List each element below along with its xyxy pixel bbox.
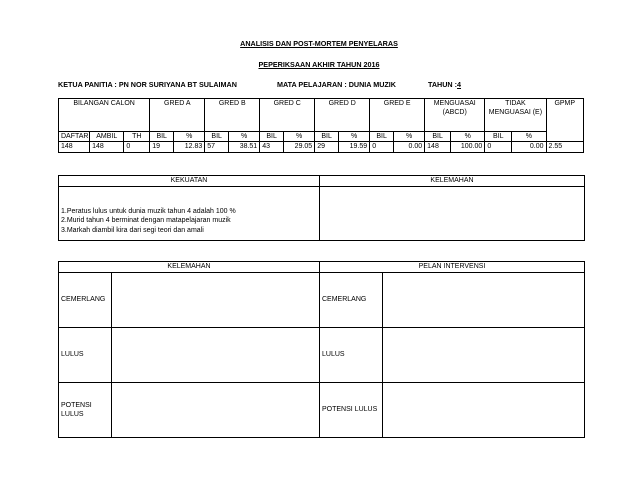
tidak-menguasai-header: TIDAK MENGUASAI (E) <box>485 99 546 132</box>
row-label-cemerlang: CEMERLANG <box>59 273 112 328</box>
value-cell: 2.55 <box>546 142 583 153</box>
sub-header: BIL <box>150 132 174 142</box>
value-cell: 43 <box>260 142 284 153</box>
sub-header: % <box>339 132 370 142</box>
sub-header: BIL <box>315 132 339 142</box>
sub-header: % <box>451 132 485 142</box>
value-cell: 148 <box>90 142 124 153</box>
intervensi-cemerlang-cell <box>383 273 585 328</box>
sub-header: % <box>394 132 425 142</box>
gred-b-header: GRED B <box>205 99 260 132</box>
gred-c-header: GRED C <box>260 99 315 132</box>
tahun-value: 4 <box>457 80 462 89</box>
value-cell: 38.51 <box>229 142 260 153</box>
sub-header: % <box>284 132 315 142</box>
intervensi-table <box>58 261 585 438</box>
gred-d-header: GRED D <box>315 99 370 132</box>
row-label-potensi-lulus: POTENSI LULUS <box>320 383 383 438</box>
intervensi-lulus-cell <box>383 328 585 383</box>
sub-header: % <box>229 132 260 142</box>
value-cell: 0.00 <box>394 142 425 153</box>
value-cell: 29 <box>315 142 339 153</box>
sub-header: TH <box>124 132 150 142</box>
value-cell: 19 <box>150 142 174 153</box>
bilangan-calon-header: BILANGAN CALON <box>59 99 150 132</box>
sub-header: BIL <box>260 132 284 142</box>
value-cell: 100.00 <box>451 142 485 153</box>
value-cell: 0 <box>124 142 150 153</box>
kekuatan-item: 1.Peratus lulus untuk dunia muzik tahun 4 adalah 100 % <box>61 208 236 215</box>
mata-pelajaran: MATA PELAJARAN : DUNIA MUZIK <box>277 80 396 89</box>
tahun-label: TAHUN : <box>428 80 458 89</box>
pelan-intervensi-header: PELAN INTERVENSI <box>320 262 585 273</box>
kekuatan-item: 3.Markah diambil kira dari segi teori dan amali <box>61 226 204 234</box>
value-cell: 12.83 <box>174 142 205 153</box>
sub-header: % <box>512 132 546 142</box>
grades-table <box>58 98 584 153</box>
kekuatan-item: 2.Murid tahun 4 berminat dengan matapelajaran muzik <box>61 217 231 225</box>
tahun-field <box>428 80 461 89</box>
kelemahan-lulus-cell <box>112 328 320 383</box>
gred-e-header: GRED E <box>370 99 425 132</box>
kekuatan-kelemahan-table <box>58 175 585 241</box>
menguasai-header: MENGUASAI (ABCD) <box>425 99 485 132</box>
row-label-potensi-lulus: POTENSI LULUS <box>59 383 112 438</box>
row-label-lulus: LULUS <box>320 328 383 383</box>
value-cell: 29.05 <box>284 142 315 153</box>
kelemahan-content <box>320 187 585 241</box>
page-subtitle: PEPERIKSAAN AKHIR TAHUN 2016 <box>258 60 380 69</box>
value-cell: 19.59 <box>339 142 370 153</box>
kelemahan-header: KELEMAHAN <box>59 262 320 273</box>
kekuatan-list <box>59 187 320 241</box>
sub-header: BIL <box>425 132 451 142</box>
kelemahan-potensi-cell <box>112 383 320 438</box>
value-cell: 0 <box>485 142 512 153</box>
value-cell: 0.00 <box>512 142 546 153</box>
sub-header: BIL <box>205 132 229 142</box>
value-cell: 148 <box>59 142 90 153</box>
kelemahan-cemerlang-cell <box>112 273 320 328</box>
kekuatan-header: KEKUATAN <box>59 176 320 187</box>
row-label-cemerlang: CEMERLANG <box>320 273 383 328</box>
page-title: ANALISIS DAN POST-MORTEM PENYELARAS <box>240 39 398 48</box>
gred-a-header: GRED A <box>150 99 205 132</box>
value-cell: 57 <box>205 142 229 153</box>
sub-header: DAFTAR <box>59 132 90 142</box>
sub-header: BIL <box>485 132 512 142</box>
value-cell: 0 <box>370 142 394 153</box>
value-cell: 148 <box>425 142 451 153</box>
kelemahan-header: KELEMAHAN <box>320 176 585 187</box>
sub-header: AMBIL <box>90 132 124 142</box>
gpmp-header: GPMP <box>546 99 583 142</box>
intervensi-potensi-cell <box>383 383 585 438</box>
sub-header: BIL <box>370 132 394 142</box>
row-label-lulus: LULUS <box>59 328 112 383</box>
sub-header: % <box>174 132 205 142</box>
ketua-panitia: KETUA PANITIA : PN NOR SURIYANA BT SULAIMAN <box>58 80 237 89</box>
